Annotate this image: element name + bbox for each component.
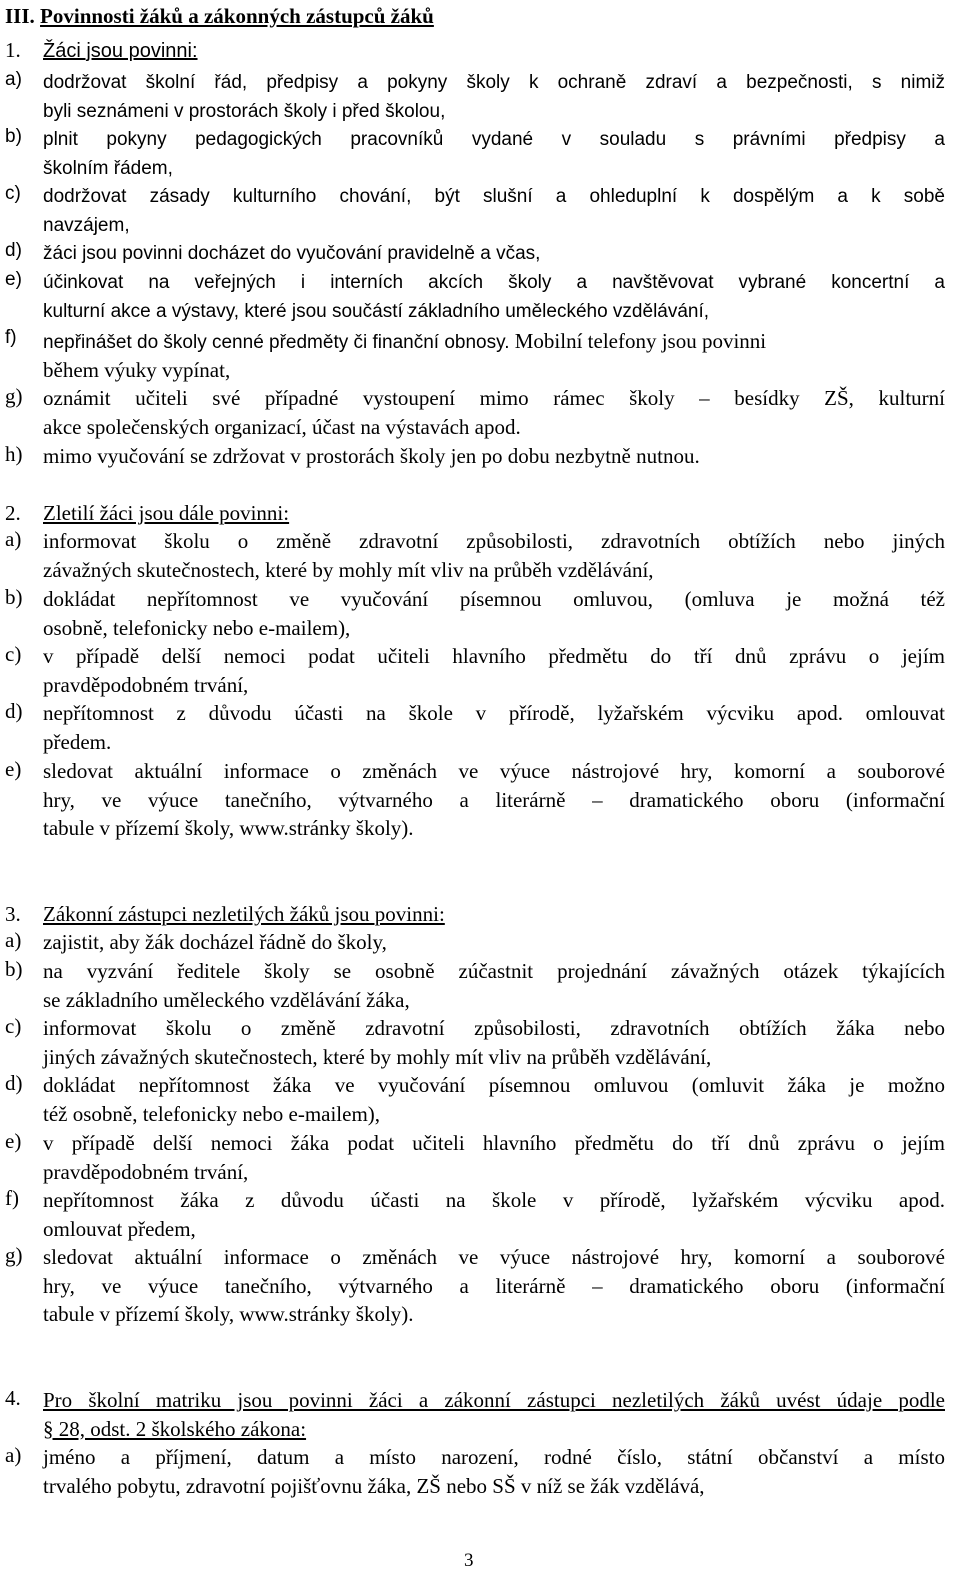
item-line-sans-part: nepřinášet do školy cenné předměty či finanční obnosy.: [43, 332, 510, 353]
item-letter: f): [5, 327, 17, 348]
item-line: nepřítomnost žáka z důvodu účasti na škole v přírodě, lyžařském výcviku apod.: [43, 1188, 945, 1212]
item-line: hry, ve výuce tanečního, výtvarného a literárně – dramatického oboru (informační: [43, 787, 945, 812]
list-item: [5, 384, 945, 441]
section-2-title: [5, 499, 289, 527]
list-item: [5, 585, 945, 642]
list-item: [5, 1243, 945, 1329]
item-line: na vyzvání ředitele školy se osobně zúčastnit projednání závažných otázek týkajících: [43, 959, 945, 983]
item-line: [43, 327, 945, 356]
item-letter: a): [5, 928, 22, 952]
item-line: v případě delší nemoci žáka podat učiteli hlavního předmětu do tří dnů zprávu o jejím: [43, 1131, 945, 1155]
item-letter: d): [5, 240, 22, 261]
item-letter: c): [5, 1014, 22, 1038]
item-line: jméno a příjmení, datum a místo narození, rodné číslo, státní občanství a místo: [43, 1445, 945, 1469]
section-title-text: Žáci jsou povinni:: [43, 40, 198, 62]
list-item: [5, 928, 945, 957]
item-letter: c): [5, 183, 21, 204]
item-letter: d): [5, 1071, 23, 1095]
item-line: dokládat nepřítomnost žáka ve vyučování písemnou omluvou (omluvit žáka je možno: [43, 1073, 945, 1097]
item-letter: e): [5, 1129, 22, 1153]
list-item: [5, 240, 945, 269]
list-item: [5, 1014, 945, 1071]
section-number: 3.: [5, 902, 21, 926]
item-line-serif-part: Mobilní telefony jsou povinni: [509, 329, 767, 353]
item-line: během výuky vypínat,: [43, 357, 231, 382]
item-line: zajistit, aby žák docházel řádně do školy,: [43, 930, 387, 954]
item-line: informovat školu o změně zdravotní způsobilosti, zdravotních obtížích žáka nebo: [43, 1016, 945, 1040]
list-item: [5, 69, 945, 126]
section-number: 1.: [5, 38, 21, 62]
item-letter: b): [5, 585, 23, 609]
item-line: předem.: [43, 729, 112, 754]
item-line: školním řádem,: [43, 157, 173, 179]
list-item: [5, 757, 945, 843]
list-item: [5, 126, 945, 183]
item-letter: e): [5, 269, 22, 290]
item-line: omlouvat předem,: [43, 1216, 196, 1241]
list-item: [5, 527, 945, 584]
item-line: tabule v přízemí školy, www.stránky školy).: [43, 1302, 414, 1326]
item-line: pravděpodobném trvání,: [43, 1159, 249, 1184]
item-line: hry, ve výuce tanečního, výtvarného a literárně – dramatického oboru (informační: [43, 1273, 945, 1298]
item-line: navzájem,: [43, 214, 130, 236]
item-line: oznámit učiteli své případné vystoupení mimo rámec školy – besídky ZŠ, kulturní: [43, 386, 945, 410]
item-letter: b): [5, 957, 23, 981]
list-item: [5, 642, 945, 699]
item-line: dodržovat školní řád, předpisy a pokyny školy k ochraně zdraví a bezpečnosti, s nimiž: [43, 72, 945, 93]
item-line: sledovat aktuální informace o změnách ve výuce nástrojové hry, komorní a souborové: [43, 759, 945, 783]
item-line: závažných skutečnostech, které by mohly mít vliv na průběh vzdělávání,: [43, 557, 654, 582]
item-line: osobně, telefonicky nebo e-mailem),: [43, 615, 351, 640]
item-letter: f): [5, 1186, 19, 1210]
item-letter: e): [5, 757, 22, 781]
section-3-title: [5, 900, 445, 928]
item-line: informovat školu o změně zdravotní způsobilosti, zdravotních obtížích nebo jiných: [43, 529, 945, 553]
item-line: jiných závažných skutečnostech, které by mohly mít vliv na průběh vzdělávání,: [43, 1044, 712, 1069]
section-title-text: Pro školní matriku jsou povinni žáci a zákonní zástupci nezletilých žáků uvést údaje podle: [43, 1388, 945, 1412]
list-item: [5, 1129, 945, 1186]
item-line: dokládat nepřítomnost ve vyučování písemnou omluvou, (omluva je možná též: [43, 587, 945, 611]
list-item: [5, 442, 945, 471]
item-line: akce společenských organizací, účast na výstavách apod.: [43, 414, 521, 439]
item-line: sledovat aktuální informace o změnách ve výuce nástrojové hry, komorní a souborové: [43, 1245, 945, 1269]
item-line: žáci jsou povinni docházet do vyučování pravidelně a včas,: [43, 243, 541, 264]
item-line: pravděpodobném trvání,: [43, 672, 249, 697]
list-item: [5, 1443, 945, 1500]
item-line: dodržovat zásady kulturního chování, být slušní a ohleduplní k dospělým a k sobě: [43, 186, 945, 207]
document-heading: [5, 2, 434, 30]
item-line: tabule v přízemí školy, www.stránky školy).: [43, 816, 414, 840]
list-item: [5, 269, 945, 326]
list-item: [5, 183, 945, 240]
item-letter: g): [5, 384, 23, 408]
item-line: kulturní akce a výstavy, které jsou součástí základního uměleckého vzdělávání,: [43, 300, 710, 322]
section-title-text: Zletilí žáci jsou dále povinni:: [43, 501, 290, 525]
list-item: [5, 1186, 945, 1243]
item-letter: a): [5, 1443, 22, 1467]
item-letter: b): [5, 126, 22, 147]
item-line: též osobně, telefonicky nebo e-mailem),: [43, 1101, 381, 1126]
list-item: [5, 1071, 945, 1128]
section-title-text-cont: § 28, odst. 2 školského zákona:: [43, 1416, 307, 1441]
item-letter: g): [5, 1243, 23, 1267]
item-line: účinkovat na veřejných i interních akcích školy a navštěvovat vybrané koncertní a: [43, 272, 945, 293]
section-title-text: Zákonní zástupci nezletilých žáků jsou povinni:: [43, 902, 445, 926]
item-letter: a): [5, 69, 22, 90]
item-line: v případě delší nemoci podat učiteli hlavního předmětu do tří dnů zprávu o jejím: [43, 644, 945, 668]
item-letter: a): [5, 527, 22, 551]
item-letter: c): [5, 642, 22, 666]
list-item: [5, 957, 945, 1014]
item-line: mimo vyučování se zdržovat v prostorách školy jen po dobu nezbytně nutnou.: [43, 444, 700, 468]
item-line: nepřítomnost z důvodu účasti na škole v přírodě, lyžařském výcviku apod. omlouvat: [43, 701, 945, 725]
list-item: [5, 699, 945, 756]
list-item: [5, 327, 945, 384]
item-line: trvalého pobytu, zdravotní pojišťovnu žáka, ZŠ nebo SŠ v níž se žák vzdělává,: [43, 1473, 705, 1498]
item-line: se základního uměleckého vzdělávání žáka,: [43, 987, 410, 1012]
section-4-title: [5, 1386, 945, 1443]
section-number: 4.: [5, 1386, 21, 1410]
heading-prefix: III.: [5, 4, 35, 28]
item-letter: d): [5, 699, 23, 723]
item-line: byli seznámeni v prostorách školy i před školou,: [43, 100, 446, 122]
heading-title: Povinnosti žáků a zákonných zástupců žáků: [40, 4, 434, 28]
page-number: 3: [464, 1550, 474, 1571]
item-letter: h): [5, 442, 23, 466]
item-line: plnit pokyny pedagogických pracovníků vydané v souladu s právními předpisy a: [43, 129, 945, 150]
section-number: 2.: [5, 501, 21, 525]
section-1-title: [5, 36, 198, 65]
